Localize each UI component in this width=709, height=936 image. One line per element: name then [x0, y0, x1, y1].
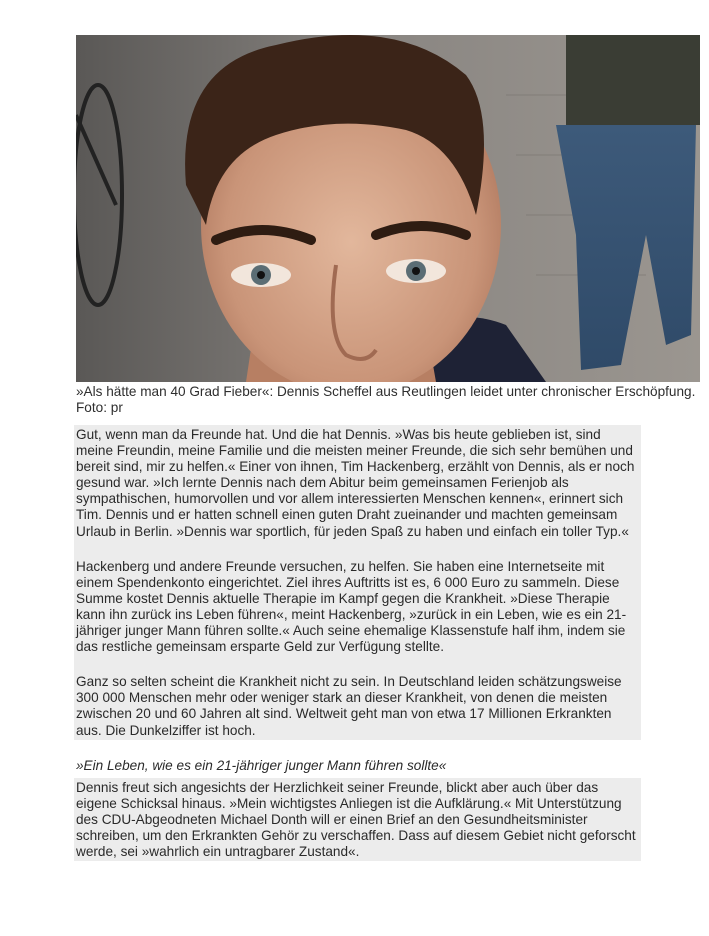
- article-body: [74, 425, 641, 861]
- paragraph-3: Ganz so selten scheint die Krankheit nicht zu sein. In Deutschland leiden schätzungsweise 300 000 Menschen mehr oder weniger stark an dieser Krankheit, von denen die meisten zwischen 20 und 60 Jahren alt sind. Weltweit geht man von etwa 17 Millionen Erkrankten aus. Die Dunkelziffer ist hoch.: [74, 672, 641, 739]
- paragraph-gap: [74, 541, 641, 557]
- paragraph-4: Dennis freut sich angesichts der Herzlichkeit seiner Freunde, blickt aber auch über das eigene Schicksal hinaus. »Mein wichtigstes Anliegen ist die Aufklärung.« Mit Unterstützung des CDU-Abgeodneten Michael Donth will er einen Brief an den Gesundheitsminister schreiben, um den Erkrankten Gehör zu verschaffen. Dass auf diesem Gebiet nicht geforscht werde, sei »wahrlich ein untragbarer Zustand«.: [74, 778, 641, 861]
- paragraph-1: Gut, wenn man da Freunde hat. Und die hat Dennis. »Was bis heute geblieben ist, sind meine Freundin, meine Familie und die meisten meiner Freunde, die sich sehr bemühen und bereit sind, mir zu helfen.« Einer von ihnen, Tim Hackenberg, erzählt von Dennis, als er noch gesund war. »Ich lernte Dennis nach dem Abitur beim gemeinsamen Ferienjob als sympathischen, humorvollen und vor allem interessierten Menschen kennen«, erinnert sich Tim. Dennis und er hatten schnell einen guten Draht zueinander und machten gemeinsam Urlaub in Berlin. »Dennis war sportlich, für jeden Spaß zu haben und einfach ein toller Typ.«: [74, 425, 641, 541]
- photo-caption: »Als hätte man 40 Grad Fieber«: Dennis Scheffel aus Reutlingen leidet unter chronischer Erschöpfung. Foto: pr: [76, 384, 696, 415]
- article-photo: [76, 35, 700, 382]
- paragraph-gap: [74, 656, 641, 672]
- paragraph-2: Hackenberg und andere Freunde versuchen, zu helfen. Sie haben eine Internetseite mit einem Spendenkonto eingerichtet. Ziel ihres Auftritts ist es, 6 000 Euro zu sammeln. Diese Summe kostet Dennis aktuelle Therapie im Kampf gegen die Krankheit. »Diese Therapie kann ihn zurück ins Leben führen«, meint Hackenberg, »zurück in ein Leben, wie es ein 21-jähriger junger Mann führen sollte.« Auch seine ehemalige Klassenstufe half ihm, indem sie das restliche gemeinsam ersparte Geld zur Verfügung stellte.: [74, 557, 641, 657]
- pull-quote: »Ein Leben, wie es ein 21-jähriger junger Mann führen sollte«: [74, 756, 641, 778]
- paragraph-gap: [74, 740, 641, 756]
